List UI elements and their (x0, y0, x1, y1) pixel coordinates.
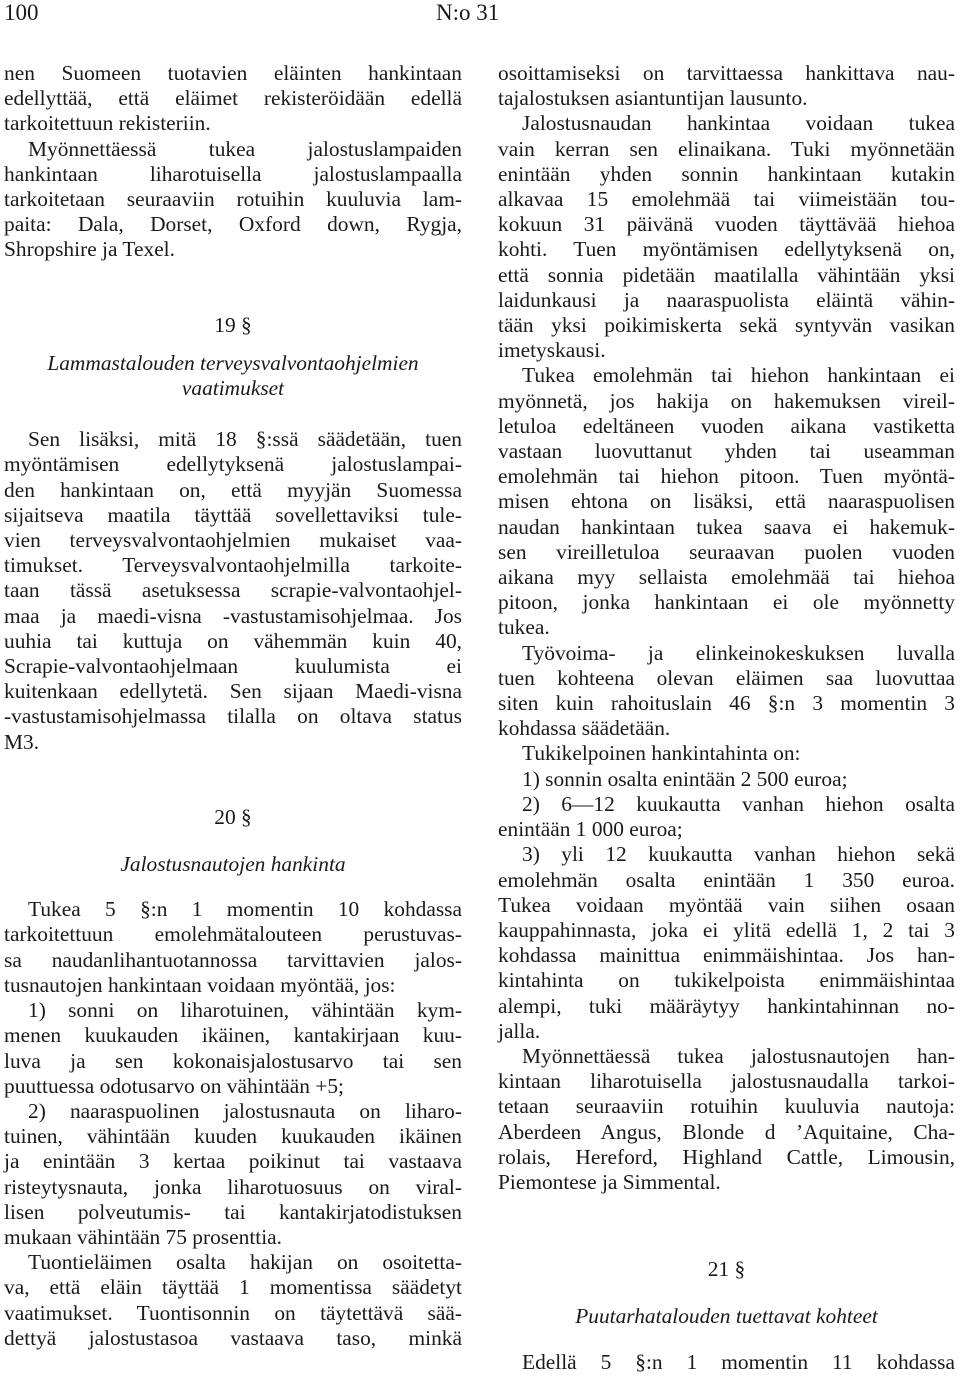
text-line: että sonnia pidetään maatilalla vähintään yksi (498, 262, 955, 287)
section-number: 21 § (707, 1257, 746, 1282)
text-line: kohdassa mainittua enimmäishintaa. Jos han- (498, 943, 955, 968)
text-line: edellyttää, että eläimet rekisteröidään edellä (4, 86, 462, 111)
text-line: kuitenkaan edellytetä. Sen sijaan Maedi-visna (4, 679, 462, 704)
paragraph (4, 1250, 462, 1351)
paragraph (4, 427, 462, 755)
text-line: maa ja maedi-visna -vastustamisohjelmaa. Jos (4, 603, 462, 628)
text-line: kohdassa säädetään. (498, 716, 671, 741)
text-line: kauppahinnasta, joka ei ylitä edellä 1, 2 tai 3 (498, 917, 955, 942)
text-line: Aberdeen Angus, Blonde d ’Aquitaine, Cha- (498, 1119, 955, 1144)
text-line: kintahinta on tukikelpoista enimmäishintaa (498, 968, 955, 993)
text-line: tarkoitettuun rekisteriin. (4, 111, 211, 136)
text-line: naudan hankintaan tukea saava ei hakemuk- (498, 514, 955, 539)
text-line: 2) 6—12 kuukautta vanhan hiehon osalta (522, 791, 955, 816)
paragraph (498, 363, 955, 640)
text-line: lisen polveutumis- tai kantakirjatodistuksen (4, 1199, 462, 1224)
paragraph (498, 1350, 955, 1375)
text-line: jalla. (498, 1018, 541, 1043)
text-line: tuinen, vähintään kuuden kuukauden ikäinen (4, 1124, 462, 1149)
paragraph (4, 897, 462, 998)
text-line: timukset. Terveysvalvontaohjelmilla tarkoite- (4, 553, 462, 578)
paragraph (4, 998, 462, 1099)
text-line: vastaan luovuttanut yhden tai useamman (498, 439, 955, 464)
text-line: Työvoima- ja elinkeinokeskuksen luvalla (522, 640, 955, 665)
text-line: tetaan seuraaviin rotuihin kuuluvia nautoja: (498, 1094, 955, 1119)
text-line: puuttuessa odotusarvo on vähintään +5; (4, 1073, 344, 1098)
text-line: 1) sonnin osalta enintään 2 500 euroa; (522, 766, 848, 791)
text-line: tusnautojen hankintaan voidaan myöntää, jos: (4, 972, 396, 997)
text-line: myönnetä, jos hakija on hakemuksen vireil- (498, 388, 955, 413)
section-title: vaatimukset (181, 376, 285, 401)
text-line: ja enintään 3 kertaa poikinut tai vastaava (4, 1149, 462, 1174)
section-number: 19 § (214, 312, 252, 337)
text-line: tajalostuksen asiantuntijan lausunto. (498, 86, 808, 111)
section-title: Puutarhatalouden tuettavat kohteet (575, 1304, 878, 1329)
text-line: sen vireilletuloa seuraavan puolen vuoden (498, 539, 955, 564)
text-line: Sen lisäksi, mitä 18 §:ssä säädetään, tuen (28, 427, 462, 452)
text-line: Myönnettäessä tukea jalostuslampaiden (28, 136, 462, 161)
text-line: -vastustamisohjelmassa tilalla on oltava status (4, 704, 462, 729)
left-column (4, 61, 462, 1351)
text-line: letuloa edeltäneen vuoden aikana vastiketta (498, 413, 955, 438)
text-line: siten kuin rahoituslain 46 §:n 3 momentin 3 (498, 691, 955, 716)
text-line: dettyä jalostustasoa vastaava taso, minkä (4, 1325, 462, 1350)
text-line: den hankintaan on, että myyjän Suomessa (4, 477, 462, 502)
text-line: rolais, Hereford, Highland Cattle, Limousin, (498, 1144, 955, 1169)
paragraph (498, 842, 955, 1044)
paragraph (498, 1044, 955, 1195)
text-line: imetyskausi. (498, 338, 606, 363)
text-line: Tukea voidaan myöntää vain siihen osaan (498, 892, 955, 917)
text-line: Scrapie-valvontaohjelmaan kuulumista ei (4, 654, 462, 679)
text-line: osoittamiseksi on tarvittaessa hankittava nau- (498, 61, 955, 85)
text-line: kintaan liharotuisella jalostusnaudalla tarkoi- (498, 1069, 955, 1094)
text-line: kohti. Tuen myöntämisen edellytyksenä on, (498, 237, 955, 262)
text-line: Tukea emolehmän tai hiehon hankintaan ei (522, 363, 955, 388)
text-line: Myönnettäessä tukea jalostusnautojen han- (522, 1043, 955, 1068)
text-line: enintään yhden sonnin hankintaan kutakin (498, 161, 955, 186)
page-number: 100 (4, 0, 39, 25)
text-line: emolehmän osalta enintään 1 350 euroa. (498, 867, 955, 892)
right-column (498, 61, 955, 1375)
text-line: emolehmän tai hiehon pitoon. Tuen myöntä- (498, 464, 955, 489)
text-line: Edellä 5 §:n 1 momentin 11 kohdassa (522, 1349, 955, 1374)
text-line: hankintaan liharotuisella jalostuslampaalla (4, 161, 462, 186)
text-line: menen kuukauden ikäinen, kantakirjaan kuu- (4, 1023, 462, 1048)
text-line: Tukea 5 §:n 1 momentin 10 kohdassa (28, 897, 462, 922)
text-line: uuhia tai kuttuja on vähemmän kuin 40, (4, 628, 462, 653)
text-line: paita: Dala, Dorset, Oxford down, Rygja, (4, 212, 462, 237)
paragraph (498, 641, 955, 742)
text-line: tarkoitettuun emolehmätalouteen perustuvas- (4, 922, 462, 947)
paragraph (498, 111, 955, 363)
issue-number: N:o 31 (436, 0, 500, 25)
text-line: sa naudanlihantuotannossa tarvittavien jalos- (4, 947, 462, 972)
text-line: vaatimukset. Tuontisonnin on täytettävä sää- (4, 1300, 462, 1325)
text-line: vien terveysvalvontaohjelmien mukaiset vaa- (4, 528, 462, 553)
text-line: 1) sonni on liharotuinen, vähintään kym- (28, 998, 462, 1023)
text-line: Jalostusnaudan hankintaa voidaan tukea (522, 111, 955, 136)
section-number: 20 § (214, 804, 252, 829)
section-title: Jalostusnautojen hankinta (120, 852, 346, 877)
text-line: Piemontese ja Simmental. (498, 1169, 721, 1194)
text-line: va, että eläin täyttää 1 momentissa säädetyt (4, 1275, 462, 1300)
paragraph (4, 137, 462, 263)
text-line: 2) naaraspuolinen jalostusnauta on liharo- (28, 1098, 462, 1123)
text-line: pitoon, jonka hankintaan ei ole myönnetty (498, 590, 955, 615)
text-line: enintään 1 000 euroa; (498, 817, 683, 842)
paragraph (4, 1099, 462, 1250)
text-line: Tuontieläimen osalta hakijan on osoitetta- (28, 1250, 462, 1275)
text-line: tukea. (498, 615, 550, 640)
paragraph (498, 741, 955, 766)
section-title: Lammastalouden terveysvalvontaohjelmien (47, 350, 419, 375)
text-line: Shropshire ja Texel. (4, 237, 175, 262)
text-line: mukaan vähintään 75 prosenttia. (4, 1224, 282, 1249)
text-line: tuen kohteena olevan eläimen saa luovuttaa (498, 665, 955, 690)
text-line: alempi, tuki määräytyy hankintahinnan no- (498, 993, 955, 1018)
text-line: vain kerran sen elinaikana. Tuki myönnetään (498, 136, 955, 161)
text-line: Tukikelpoinen hankintahinta on: (522, 741, 801, 766)
text-line: tarkoitetaan seuraaviin rotuihin kuuluvia lam- (4, 187, 462, 212)
text-line: taan tässä asetuksessa scrapie-valvontaohjel- (4, 578, 462, 603)
text-line: risteytysnauta, jonka liharotuosuus on viral- (4, 1174, 462, 1199)
text-line: M3. (4, 729, 40, 754)
paragraph (4, 61, 462, 137)
paragraph (498, 792, 955, 842)
text-line: myöntämisen edellytyksenä jalostuslampai- (4, 452, 462, 477)
text-line: laidunkausi ja naaraspuolista eläintä vähin- (498, 287, 955, 312)
paragraph (498, 61, 955, 111)
text-line: nen Suomeen tuotavien eläinten hankintaan (4, 61, 462, 85)
text-line: 3) yli 12 kuukautta vanhan hiehon sekä (522, 842, 955, 867)
text-line: luva ja sen kokonaisjalostusarvo tai sen (4, 1048, 462, 1073)
text-line: alkavaa 15 emolehmää tai viimeistään tou- (498, 187, 955, 212)
paragraph (498, 767, 955, 792)
text-line: tään yksi poikimiskerta sekä syntyvän vasikan (498, 313, 955, 338)
text-line: misen ehtona on lisäksi, että naaraspuolisen (498, 489, 955, 514)
text-line: sijaitseva maatila täyttää sovellettaviksi tule- (4, 502, 462, 527)
text-line: aikana myy sellaista emolehmää tai hiehoa (498, 565, 955, 590)
text-line: kokuun 31 päivänä vuoden täyttävää hiehoa (498, 212, 955, 237)
